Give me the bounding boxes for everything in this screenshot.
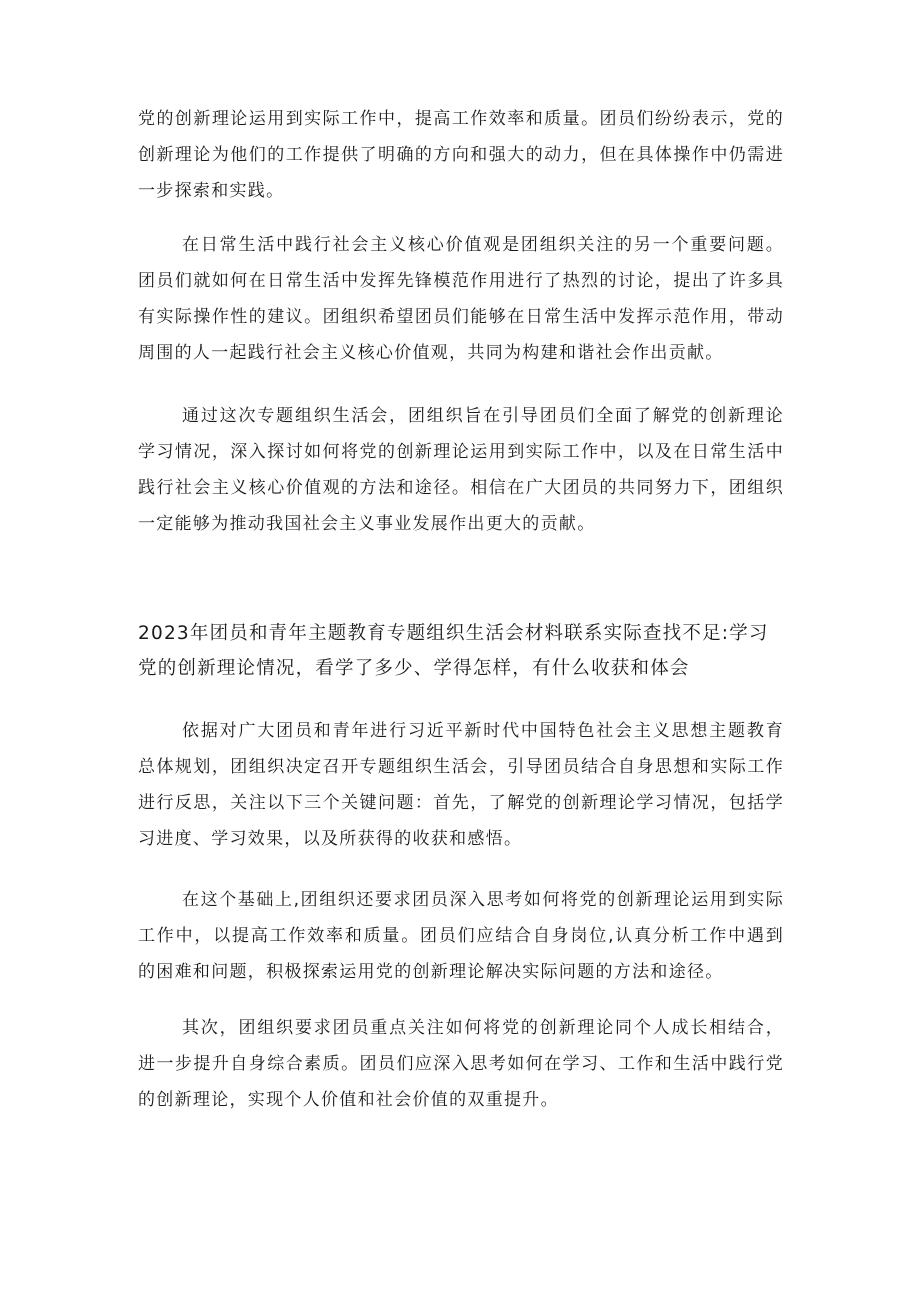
- paragraph-overview: 依据对广大团员和青年进行习近平新时代中国特色社会主义思想主题教育总体规划，团组织决定召开专题组织生活会，引导团员结合自身思想和实际工作进行反思，关注以下三个关键问题：首先，了解党的创新理论学习情况，包括学习进度、学习效果，以及所获得的收获和感悟。: [138, 721, 784, 849]
- paragraph-continued: 党的创新理论运用到实际工作中，提高工作效率和质量。团员们纷纷表示，党的创新理论为他们的工作提供了明确的方向和强大的动力，但在具体操作中仍需进一步探索和实践。: [138, 109, 784, 201]
- paragraph-application: 在这个基础上,团组织还要求团员深入思考如何将党的创新理论运用到实际工作中，以提高工作效率和质量。团员们应结合自身岗位,认真分析工作中遇到的困难和问题，积极探索运用党的创新理论解决实际问题的方法和途径。: [138, 890, 784, 982]
- paragraph-growth: 其次，团组织要求团员重点关注如何将党的创新理论同个人成长相结合，进一步提升自身综合素质。团员们应深入思考如何在学习、工作和生活中践行党的创新理论，实现个人价值和社会价值的双重提升。: [138, 1018, 784, 1110]
- section-title: 2023年团员和青年主题教育专题组织生活会材料联系实际查找不足:学习党的创新理论情况，看学了多少、学得怎样，有什么收获和体会: [138, 623, 769, 679]
- paragraph-conclusion: 通过这次专题组织生活会，团组织旨在引导团员们全面了解党的创新理论学习情况，深入探讨如何将党的创新理论运用到实际工作中，以及在日常生活中践行社会主义核心价值观的方法和途径。相信在广大团员的共同努力下，团组织一定能够为推动我国社会主义事业发展作出更大的贡献。: [138, 406, 784, 534]
- paragraph-core-values: 在日常生活中践行社会主义核心价值观是团组织关注的另一个重要问题。团员们就如何在日常生活中发挥先锋模范作用进行了热烈的讨论，提出了许多具有实际操作性的建议。团组织希望团员们能够在日常生活中发挥示范作用，带动周围的人一起践行社会主义核心价值观，共同为构建和谐社会作出贡献。: [138, 235, 784, 363]
